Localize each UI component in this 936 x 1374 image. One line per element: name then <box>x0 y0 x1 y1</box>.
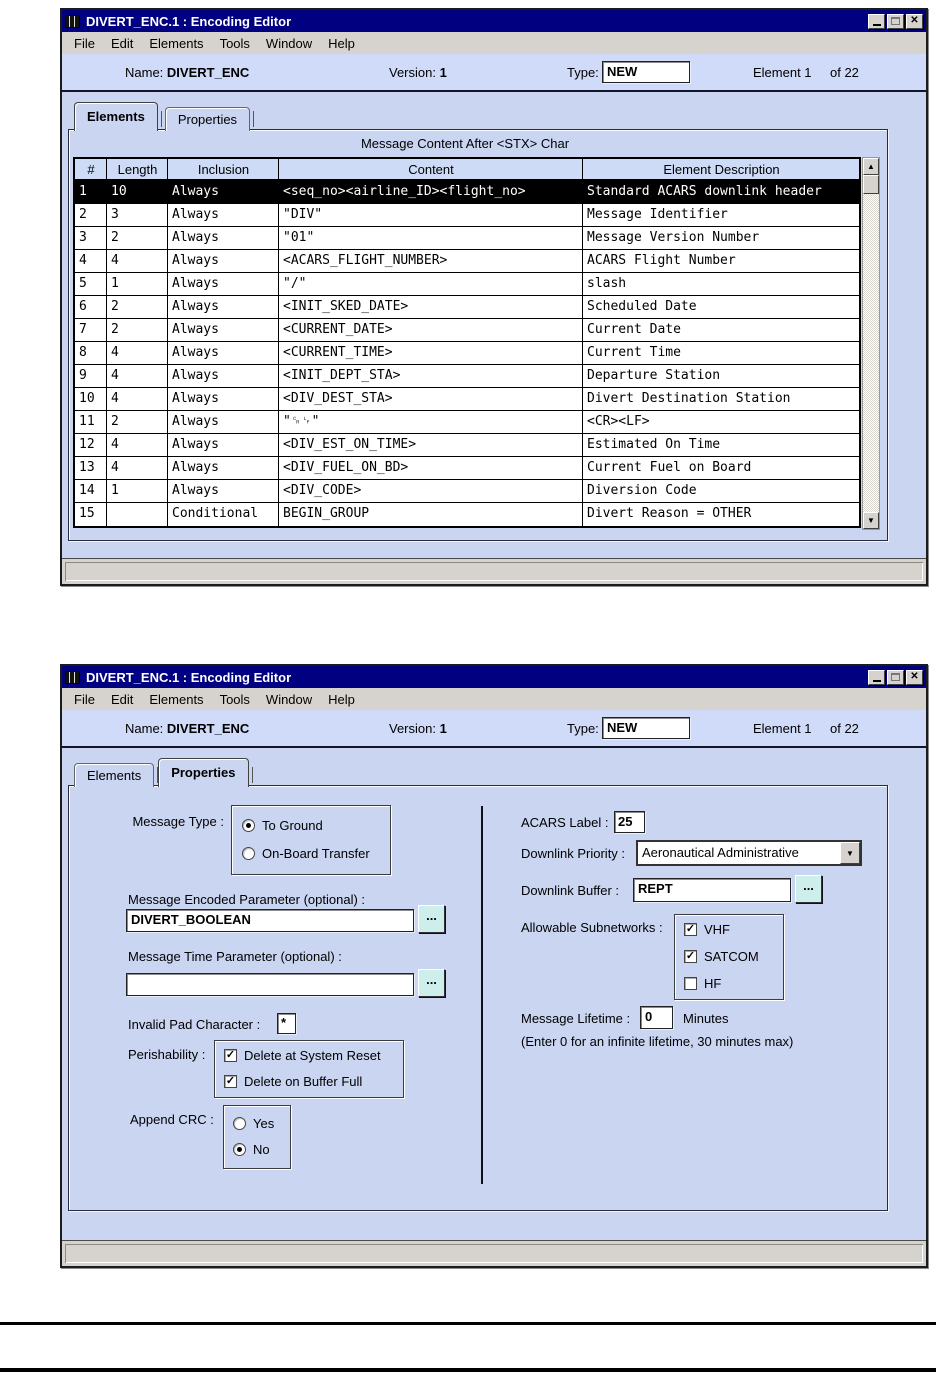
menu-elements[interactable]: Elements <box>149 691 204 707</box>
table-cell: Always <box>168 296 279 318</box>
column-header: # <box>75 159 107 179</box>
invalid-pad-input[interactable]: * <box>277 1013 296 1034</box>
table-cell: 4 <box>107 250 168 272</box>
table-cell: <ACARS_FLIGHT_NUMBER> <box>279 250 583 272</box>
table-cell: "␍␊" <box>279 411 583 433</box>
table-cell: 1 <box>107 480 168 502</box>
table-cell: 4 <box>107 457 168 479</box>
client-area <box>62 92 926 558</box>
table-cell: <CURRENT_TIME> <box>279 342 583 364</box>
downlink-buffer-browse-button[interactable]: ... <box>795 875 822 903</box>
table-cell: <DIV_FUEL_ON_BD> <box>279 457 583 479</box>
table-cell: 2 <box>107 227 168 249</box>
name-label: Name: DIVERT_ENC <box>125 721 250 736</box>
table-cell: 7 <box>75 319 107 341</box>
subnetworks-label: Allowable Subnetworks : <box>521 920 663 935</box>
checkbox-checked-icon: ✓ <box>225 1049 236 1061</box>
table-cell: Always <box>168 388 279 410</box>
table-row[interactable] <box>75 342 859 365</box>
table-row[interactable] <box>75 480 859 503</box>
append-crc-label: Append CRC : <box>130 1112 214 1127</box>
close-icon: ✕ <box>910 671 919 682</box>
table-row[interactable] <box>75 503 859 526</box>
encoded-param-input[interactable]: DIVERT_BOOLEAN <box>126 909 414 932</box>
table-cell: <INIT_DEPT_STA> <box>279 365 583 387</box>
status-bar <box>65 562 923 581</box>
table-cell: <DIV_EST_ON_TIME> <box>279 434 583 456</box>
table-row[interactable] <box>75 319 859 342</box>
table-cell: ACARS Flight Number <box>587 253 736 268</box>
append-crc-group <box>223 1105 291 1169</box>
type-input[interactable]: NEW <box>602 61 690 83</box>
window-title: DIVERT_ENC.1 : Encoding Editor <box>86 669 292 685</box>
page-rule-bottom <box>0 1368 936 1372</box>
title-bar[interactable] <box>62 666 926 688</box>
column-header: Content <box>279 159 583 179</box>
version-label: Version: 1 <box>389 721 447 736</box>
tab-elements[interactable]: Elements <box>74 102 158 131</box>
table-cell: Standard ACARS downlink header <box>587 184 822 199</box>
status-band <box>62 1240 926 1266</box>
tab-separator <box>161 111 162 127</box>
table-cell: Estimated On Time <box>587 437 721 452</box>
checkbox-delete-buffer-full[interactable] <box>224 1074 362 1089</box>
table-cell: slash <box>587 276 627 291</box>
menu-file[interactable]: File <box>74 691 95 707</box>
table-row[interactable] <box>75 273 859 296</box>
table-cell: Always <box>168 319 279 341</box>
type-label: Type: <box>567 65 599 80</box>
status-bar <box>65 1244 923 1263</box>
table-cell: 1 <box>75 181 107 203</box>
maximize-button[interactable] <box>887 14 904 29</box>
encoding-editor-window-properties <box>60 664 928 1268</box>
radio-crc-yes[interactable] <box>233 1116 274 1131</box>
table-cell: <DIV_DEST_STA> <box>279 388 583 410</box>
checkbox-label: Delete on Buffer Full <box>244 1074 363 1089</box>
table-cell: 11 <box>75 411 107 433</box>
perishability-label: Perishability : <box>128 1047 206 1062</box>
table-cell: 8 <box>75 342 107 364</box>
element-counter-of: of 22 <box>830 65 859 80</box>
table-row[interactable] <box>75 365 859 388</box>
radio-label: Yes <box>253 1116 275 1131</box>
elements-table-body <box>75 181 859 526</box>
checkbox-delete-system-reset[interactable] <box>224 1048 381 1063</box>
table-cell: Divert Reason = OTHER <box>587 506 752 521</box>
menu-file[interactable]: File <box>74 35 95 51</box>
table-cell: 10 <box>75 388 107 410</box>
radio-label: On-Board Transfer <box>262 846 370 861</box>
radio-crc-no[interactable] <box>233 1142 270 1157</box>
menu-tools[interactable]: Tools <box>219 691 250 707</box>
message-type-group <box>231 805 391 875</box>
radio-selected-icon <box>242 819 255 832</box>
tab-strip <box>74 757 253 787</box>
table-cell: Always <box>168 434 279 456</box>
page-rule-top <box>0 1322 936 1325</box>
downlink-buffer-label: Downlink Buffer : <box>521 883 620 898</box>
table-row[interactable] <box>75 457 859 480</box>
table-cell: 10 <box>107 181 168 203</box>
table-row[interactable] <box>75 181 859 204</box>
lifetime-input[interactable]: 0 <box>640 1006 673 1029</box>
table-cell: <DIV_CODE> <box>279 480 583 502</box>
table-cell: Always <box>168 457 279 479</box>
menu-bar <box>62 688 926 710</box>
status-band <box>62 558 926 584</box>
column-header: Inclusion <box>168 159 279 179</box>
tab-properties[interactable]: Properties <box>165 107 250 131</box>
column-header: Element Description <box>663 162 780 177</box>
checkbox-label: Delete at System Reset <box>244 1048 381 1063</box>
table-row[interactable] <box>75 388 859 411</box>
chevron-down-icon: ▼ <box>846 848 854 858</box>
table-row[interactable] <box>75 250 859 273</box>
downlink-priority-value: Aeronautical Administrative <box>642 845 799 860</box>
version-value: 1 <box>439 65 447 80</box>
table-cell: Message Identifier <box>587 207 728 222</box>
radio-onboard-transfer[interactable] <box>242 846 370 861</box>
maximize-button[interactable] <box>887 670 904 685</box>
checkbox-satcom[interactable] <box>684 949 759 964</box>
maximize-icon <box>891 17 900 25</box>
scroll-up-icon: ▲ <box>867 161 875 171</box>
tab-properties[interactable]: Properties <box>158 758 248 787</box>
table-cell: Message Version Number <box>587 230 760 245</box>
table-cell: Always <box>168 250 279 272</box>
column-header: Length <box>107 159 168 179</box>
table-cell: 12 <box>75 434 107 456</box>
window-title: DIVERT_ENC.1 : Encoding Editor <box>86 13 292 29</box>
table-cell: 4 <box>107 365 168 387</box>
table-row[interactable] <box>75 296 859 319</box>
checkbox-label: SATCOM <box>704 949 759 964</box>
table-cell: 3 <box>75 227 107 249</box>
table-cell: "DIV" <box>279 204 583 226</box>
table-cell: Diversion Code <box>587 483 697 498</box>
minimize-icon <box>873 24 881 26</box>
table-cell: 4 <box>107 434 168 456</box>
table-cell: Conditional <box>168 503 279 526</box>
table-cell: 2 <box>107 411 168 433</box>
checkbox-icon <box>684 977 697 990</box>
version-value: 1 <box>439 721 447 736</box>
menu-elements[interactable]: Elements <box>149 35 204 51</box>
close-button[interactable] <box>906 14 923 29</box>
acars-input[interactable]: 25 <box>614 811 645 833</box>
radio-icon <box>233 1117 246 1130</box>
header-band <box>62 54 926 92</box>
table-cell: 15 <box>75 503 107 526</box>
encoded-param-label: Message Encoded Parameter (optional) : <box>128 892 366 907</box>
table-row[interactable] <box>75 434 859 457</box>
checkbox-checked-icon: ✓ <box>685 950 696 962</box>
checkbox-hf[interactable] <box>684 976 721 991</box>
table-caption: Message Content After <STX> Char <box>360 136 570 151</box>
minimize-icon <box>873 680 881 682</box>
maximize-icon <box>891 673 900 681</box>
subnetworks-group <box>674 914 784 1000</box>
table-row[interactable] <box>75 227 859 250</box>
table-header-row <box>75 159 859 181</box>
radio-label: No <box>253 1142 270 1157</box>
table-cell: Scheduled Date <box>587 299 697 314</box>
radio-selected-icon <box>233 1143 246 1156</box>
time-param-input[interactable] <box>126 973 414 996</box>
radio-to-ground[interactable] <box>242 818 323 833</box>
table-cell: BEGIN_GROUP <box>279 503 583 526</box>
table-cell: <CURRENT_DATE> <box>279 319 583 341</box>
checkbox-label: VHF <box>704 922 730 937</box>
table-cell: Always <box>168 204 279 226</box>
time-param-label: Message Time Parameter (optional) : <box>128 949 342 964</box>
element-counter: Element 1 <box>753 721 812 736</box>
type-label: Type: <box>567 721 599 736</box>
encoded-param-browse-button[interactable]: ... <box>418 905 445 933</box>
table-cell: "01" <box>279 227 583 249</box>
menu-bar <box>62 32 926 54</box>
table-cell: 2 <box>107 296 168 318</box>
table-row[interactable] <box>75 204 859 227</box>
time-param-browse-button[interactable]: ... <box>418 969 445 997</box>
radio-icon <box>242 847 255 860</box>
table-cell: <INIT_SKED_DATE> <box>279 296 583 318</box>
header-band <box>62 710 926 748</box>
dropdown-button[interactable] <box>840 842 860 864</box>
lifetime-label: Message Lifetime : <box>521 1011 631 1026</box>
radio-label: To Ground <box>262 818 323 833</box>
table-cell: 9 <box>75 365 107 387</box>
tab-separator <box>253 111 254 127</box>
tab-strip <box>74 101 254 131</box>
downlink-priority-select[interactable] <box>636 840 862 866</box>
elements-table <box>73 157 861 528</box>
table-cell: 2 <box>107 319 168 341</box>
lifetime-note: (Enter 0 for an infinite lifetime, 30 minutes max) <box>521 1034 794 1049</box>
menu-edit[interactable]: Edit <box>110 691 134 707</box>
table-row[interactable] <box>75 411 859 434</box>
close-icon: ✕ <box>910 15 919 26</box>
table-cell: Current Time <box>587 345 681 360</box>
name-value: DIVERT_ENC <box>166 65 250 80</box>
scroll-down-button[interactable] <box>863 512 879 529</box>
table-cell: 4 <box>107 342 168 364</box>
encoding-editor-window-elements <box>60 8 928 586</box>
version-label: Version: 1 <box>389 65 447 80</box>
elements-panel <box>68 129 888 541</box>
table-cell: 5 <box>75 273 107 295</box>
table-cell: 2 <box>75 204 107 226</box>
table-cell: 4 <box>75 250 107 272</box>
table-cell: Departure Station <box>587 368 721 383</box>
menu-help[interactable]: Help <box>328 35 355 51</box>
table-cell: Always <box>168 480 279 502</box>
table-cell: 13 <box>75 457 107 479</box>
tab-separator <box>252 767 253 783</box>
acars-label: ACARS Label : <box>521 815 609 830</box>
close-button[interactable] <box>906 670 923 685</box>
table-cell: Current Date <box>587 322 681 337</box>
scrollbar-thumb[interactable] <box>863 175 879 194</box>
title-bar[interactable] <box>62 10 926 32</box>
invalid-pad-label: Invalid Pad Character : <box>128 1017 261 1032</box>
minimize-button[interactable] <box>868 14 885 29</box>
column-divider <box>481 806 483 1184</box>
checkbox-vhf[interactable] <box>684 922 730 937</box>
downlink-buffer-input[interactable]: REPT <box>633 878 791 902</box>
type-input[interactable]: NEW <box>602 717 690 739</box>
tab-elements[interactable]: Elements <box>74 763 154 787</box>
table-cell: Always <box>168 342 279 364</box>
table-cell: Always <box>168 411 279 433</box>
client-area <box>62 748 926 1240</box>
table-cell <box>107 503 168 526</box>
menu-window[interactable]: Window <box>265 691 313 707</box>
table-cell: 4 <box>107 388 168 410</box>
menu-window[interactable]: Window <box>265 35 313 51</box>
vertical-scrollbar[interactable] <box>862 157 880 530</box>
app-icon <box>65 671 80 684</box>
table-cell: Always <box>168 365 279 387</box>
minimize-button[interactable] <box>868 670 885 685</box>
table-cell: Current Fuel on Board <box>587 460 752 475</box>
table-cell: <CR><LF> <box>587 414 650 429</box>
table-cell: Always <box>168 273 279 295</box>
table-cell: 6 <box>75 296 107 318</box>
scroll-down-icon: ▼ <box>867 515 875 525</box>
table-cell: Divert Destination Station <box>587 391 791 406</box>
menu-tools[interactable]: Tools <box>219 35 250 51</box>
checkbox-checked-icon: ✓ <box>225 1075 236 1087</box>
perishability-group <box>214 1040 404 1098</box>
table-cell: <seq_no><airline_ID><flight_no> <box>279 181 583 203</box>
table-cell: Always <box>168 181 279 203</box>
name-label: Name: DIVERT_ENC <box>125 65 250 80</box>
checkbox-checked-icon: ✓ <box>685 923 696 935</box>
app-icon <box>65 15 80 28</box>
checkbox-label: HF <box>704 976 722 991</box>
message-type-label: Message Type : <box>132 814 224 829</box>
table-cell: Always <box>168 227 279 249</box>
table-cell: "/" <box>279 273 583 295</box>
name-value: DIVERT_ENC <box>166 721 250 736</box>
table-cell: 14 <box>75 480 107 502</box>
table-cell: 1 <box>107 273 168 295</box>
downlink-priority-label: Downlink Priority : <box>521 846 626 861</box>
lifetime-unit: Minutes <box>683 1011 729 1026</box>
element-counter: Element 1 <box>753 65 812 80</box>
menu-edit[interactable]: Edit <box>110 35 134 51</box>
element-counter-of: of 22 <box>830 721 859 736</box>
scroll-up-button[interactable] <box>863 158 879 175</box>
menu-help[interactable]: Help <box>328 691 355 707</box>
table-cell: 3 <box>107 204 168 226</box>
